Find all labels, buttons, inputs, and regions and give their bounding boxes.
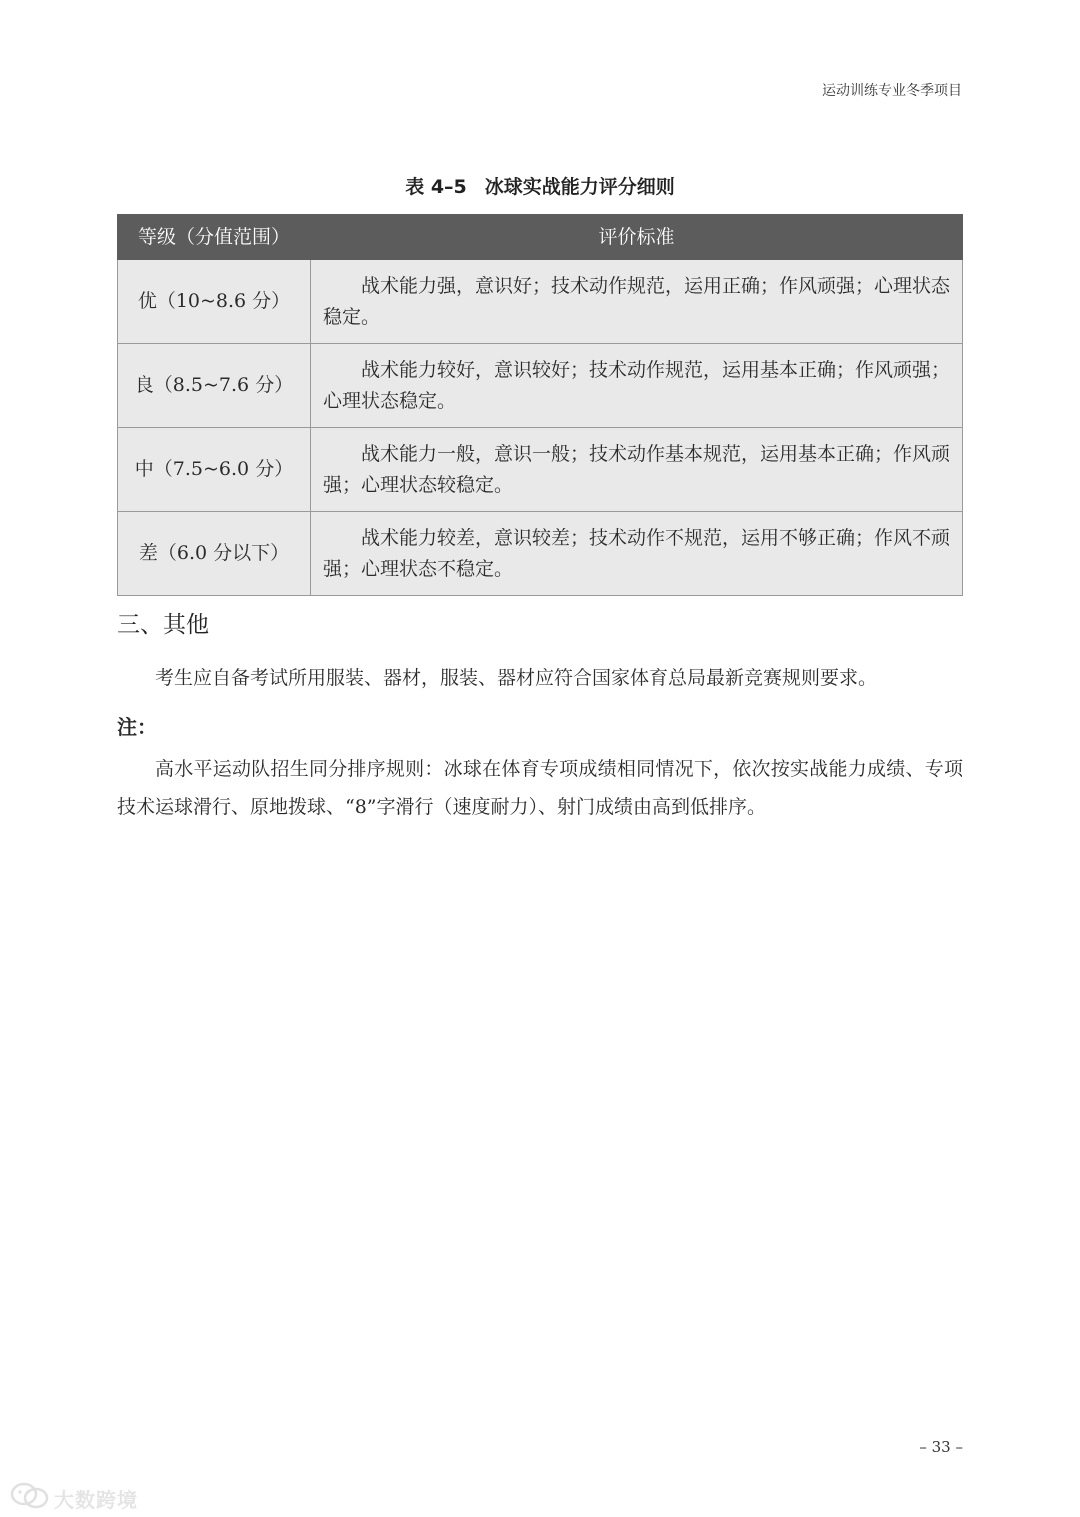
table-row [118,344,963,428]
section-heading: 三、其他 [117,612,209,638]
criteria-text: 战术能力一般，意识一般；技术动作基本规范，运用基本正确；作风顽强；心理状态较稳定。 [323,442,951,496]
note-label: 注： [117,715,157,739]
criteria-text: 战术能力较好，意识较好；技术动作规范，运用基本正确；作风顽强；心理状态稳定。 [323,358,951,412]
table-row [118,428,963,512]
note-paragraph: 高水平运动队招生同分排序规则：冰球在体育专项成绩相同情况下，依次按实战能力成绩、专项技术运球滑行、原地拨球、“8”字滑行（速度耐力）、射门成绩由高到低排序。 [117,758,963,818]
criteria-text: 战术能力强，意识好；技术动作规范，运用正确；作风顽强；心理状态稳定。 [323,274,951,328]
criteria-cell [311,260,963,344]
watermark-text: 大数跨境 [54,1488,138,1512]
table-title: 冰球实战能力评分细则 [484,176,675,198]
table-row [118,260,963,344]
page-number: – 33 – [919,1438,963,1456]
table-number: 表 4–5 [405,176,467,198]
wechat-logo-icon [10,1482,54,1515]
running-header: 运动训练专业冬季项目 [822,83,962,99]
watermark [10,1482,138,1515]
section-paragraph: 考生应自备考试所用服装、器材，服装、器材应符合国家体育总局最新竞赛规则要求。 [155,667,878,689]
criteria-cell [311,344,963,428]
grade-cell: 中（7.5~6.0 分） [118,428,311,512]
grade-cell: 差（6.0 分以下） [118,512,311,596]
criteria-text: 战术能力较差，意识较差；技术动作不规范，运用不够正确；作风不顽强；心理状态不稳定。 [323,526,951,580]
column-header-criteria: 评价标准 [311,215,963,260]
grade-cell: 优（10~8.6 分） [118,260,311,344]
scoring-table [117,214,963,596]
criteria-cell [311,428,963,512]
criteria-cell [311,512,963,596]
column-header-grade: 等级（分值范围） [118,215,311,260]
table-header-row [118,215,963,260]
table-caption [0,172,1080,199]
table-row [118,512,963,596]
grade-cell: 良（8.5~7.6 分） [118,344,311,428]
